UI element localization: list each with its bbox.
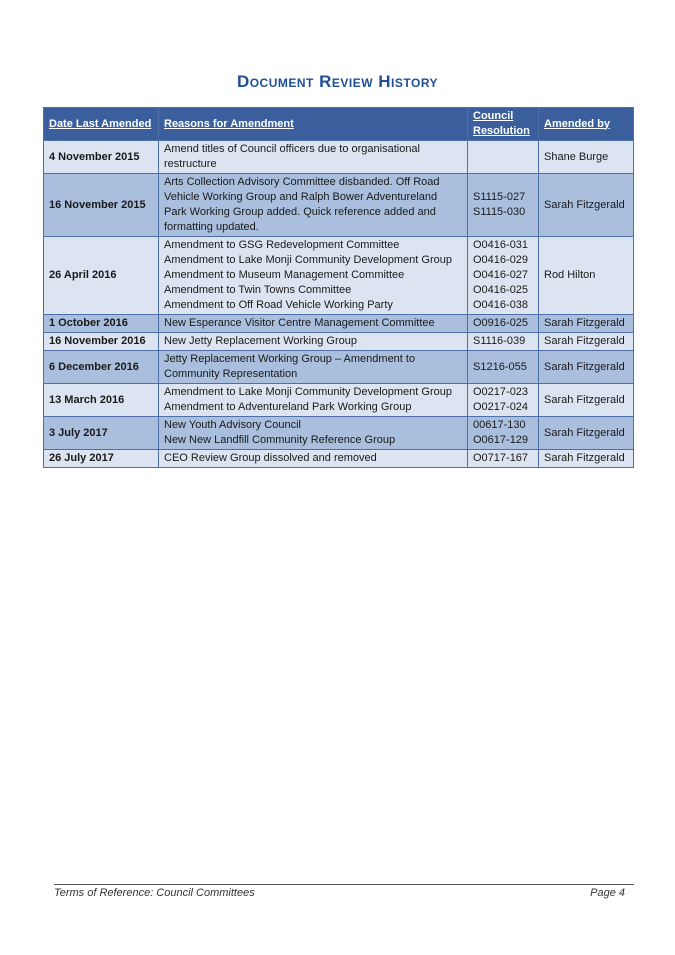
resolution-cell <box>468 450 539 468</box>
footer-page-number: Page 4 <box>590 887 625 899</box>
resolution-number: O0416-025 <box>473 284 529 296</box>
reason-cell <box>159 450 468 468</box>
reason-line: Amendment to Twin Towns Committee <box>164 284 352 296</box>
reason-line: Amend titles of Council officers due to organisational restructure <box>164 143 420 170</box>
page-title: Document Review History <box>236 72 439 91</box>
resolution-cell <box>468 333 539 351</box>
footer-document-title: Terms of Reference: Council Committees <box>54 887 255 899</box>
amended-by-cell: Shane Burge <box>539 141 634 174</box>
table-row <box>44 333 634 351</box>
amended-by-cell: Sarah Fitzgerald <box>539 315 634 333</box>
resolution-number: S1115-027 <box>473 191 526 203</box>
resolution-number: S1216-055 <box>473 360 527 373</box>
resolution-number: S1115-030 <box>473 206 526 218</box>
amended-by-cell: Sarah Fitzgerald <box>539 384 634 417</box>
table-row <box>44 174 634 237</box>
amended-by-cell: Sarah Fitzgerald <box>539 450 634 468</box>
reason-cell <box>159 384 468 417</box>
resolution-cell <box>468 141 539 174</box>
reason-cell <box>159 333 468 351</box>
resolution-number: 00617-130 <box>473 419 526 431</box>
resolution-cell <box>468 384 539 417</box>
resolution-cell <box>468 237 539 315</box>
reason-cell <box>159 351 468 384</box>
table-row <box>44 141 634 174</box>
table-row <box>44 384 634 417</box>
amended-by-cell: Sarah Fitzgerald <box>539 174 634 237</box>
date-cell: 26 July 2017 <box>44 450 159 468</box>
resolution-number: O0416-038 <box>473 299 529 311</box>
resolution-number: O0916-025 <box>473 317 529 329</box>
reason-line: New Jetty Replacement Working Group <box>164 335 357 347</box>
table-body <box>44 141 634 468</box>
reason-line: Amendment to Off Road Vehicle Working Party <box>164 299 393 311</box>
reason-line: Amendment to Adventureland Park Working Group <box>164 401 412 413</box>
reason-line: Amendment to GSG Redevelopment Committee <box>164 239 400 251</box>
reason-line: Jetty Replacement Working Group – Amendment to Community Representation <box>164 353 416 380</box>
date-cell: 1 October 2016 <box>44 315 159 333</box>
reason-cell <box>159 174 468 237</box>
table-row <box>44 351 634 384</box>
resolution-cell <box>468 417 539 450</box>
table-header-row <box>44 108 634 141</box>
table-row <box>44 417 634 450</box>
amended-by-cell: Sarah Fitzgerald <box>539 333 634 351</box>
amended-by-cell: Rod Hilton <box>539 237 634 315</box>
resolution-cell <box>468 351 539 384</box>
reason-line: CEO Review Group dissolved and removed <box>164 452 377 464</box>
reason-line: New New Landfill Community Reference Group <box>164 434 396 446</box>
table-row <box>44 315 634 333</box>
date-cell: 13 March 2016 <box>44 384 159 417</box>
resolution-number: O0416-029 <box>473 254 529 266</box>
resolution-number: O0717-167 <box>473 452 529 464</box>
resolution-cell <box>468 315 539 333</box>
amended-by-cell: Sarah Fitzgerald <box>539 417 634 450</box>
date-cell: 16 November 2016 <box>44 333 159 351</box>
reason-line: Amendment to Lake Monji Community Development Group <box>164 386 452 398</box>
reason-line: Arts Collection Advisory Committee disbanded. Off Road Vehicle Working Group and Ralph Bower Adventureland Park Working Group added. Quick reference added and formatting updated. <box>164 176 440 233</box>
resolution-cell <box>468 174 539 237</box>
review-history-table <box>43 107 634 468</box>
resolution-number: O0416-027 <box>473 269 529 281</box>
table-row <box>44 237 634 315</box>
reason-line: Amendment to Lake Monji Community Development Group <box>164 254 452 266</box>
reason-line: New Youth Advisory Council <box>164 419 301 431</box>
amended-by-cell: Sarah Fitzgerald <box>539 351 634 384</box>
date-cell: 26 April 2016 <box>44 237 159 315</box>
reason-cell <box>159 237 468 315</box>
date-cell: 6 December 2016 <box>44 351 159 384</box>
reason-cell <box>159 315 468 333</box>
resolution-number: O0416-031 <box>473 239 529 251</box>
header-resolution: Council Resolution <box>468 108 539 141</box>
header-amended-by: Amended by <box>539 108 634 141</box>
header-reasons: Reasons for Amendment <box>159 108 468 141</box>
reason-line: Amendment to Museum Management Committee <box>164 269 405 281</box>
resolution-number: O0617-129 <box>473 434 529 446</box>
date-cell: 3 July 2017 <box>44 417 159 450</box>
resolution-number: O0217-023 <box>473 386 529 398</box>
table-row <box>44 450 634 468</box>
reason-cell <box>159 141 468 174</box>
date-cell: 16 November 2015 <box>44 174 159 237</box>
footer-divider <box>54 884 634 885</box>
header-date: Date Last Amended <box>44 108 159 141</box>
reason-cell <box>159 417 468 450</box>
date-cell: 4 November 2015 <box>44 141 159 174</box>
resolution-number: S1116-039 <box>473 335 526 347</box>
reason-line: New Esperance Visitor Centre Management Committee <box>164 317 435 329</box>
resolution-number: O0217-024 <box>473 401 529 413</box>
